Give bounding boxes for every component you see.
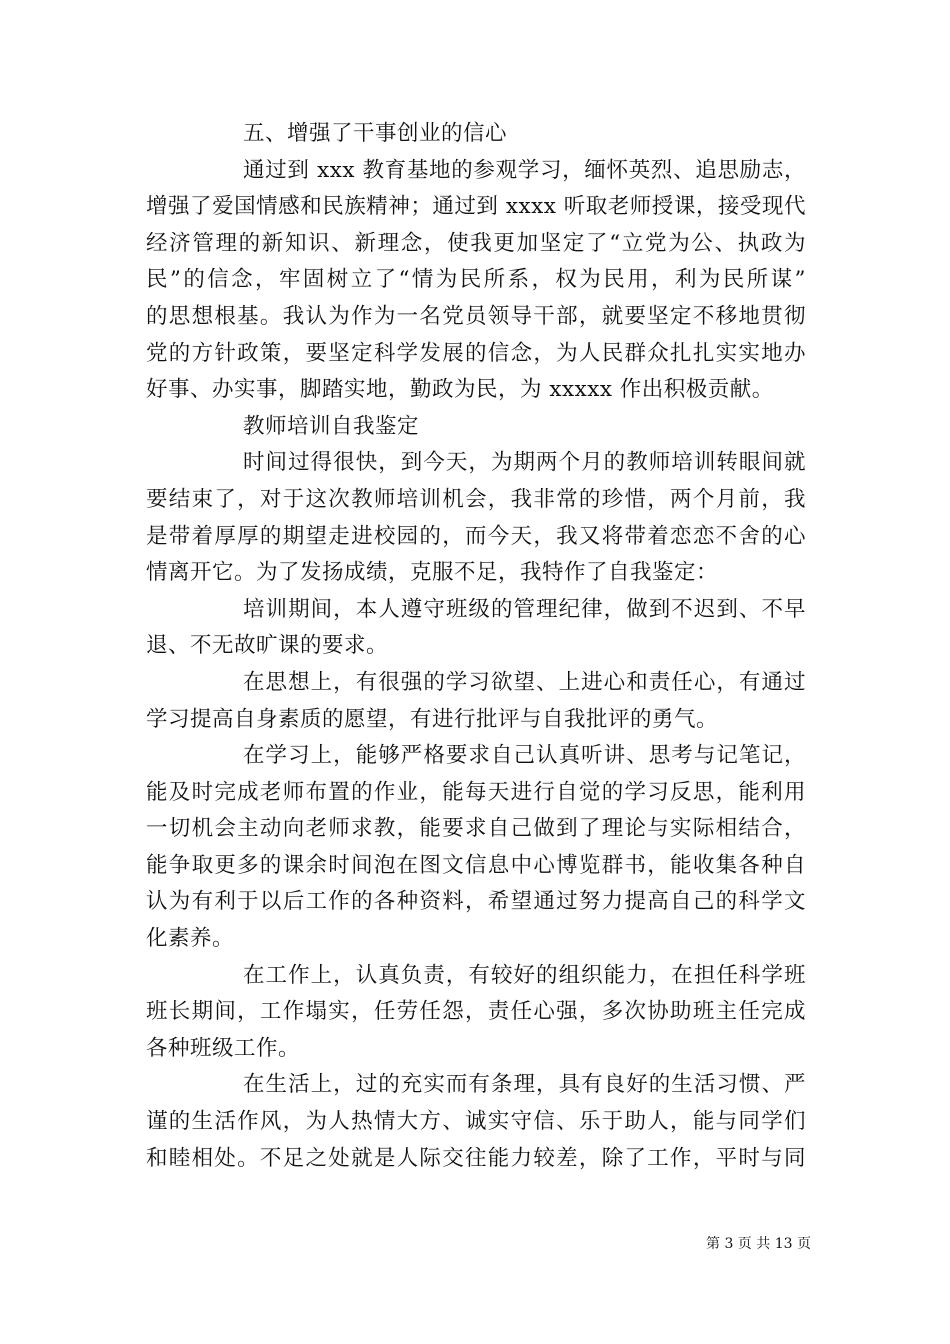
text-line: 经济管理的新知识、新理念，使我更加坚定了“立党为公、执政为 [146, 230, 806, 256]
text-line: 认为有利于以后工作的各种资料，希望通过努力提高自己的科学文 [146, 889, 806, 915]
text-line: 班长期间，工作塌实，任劳任怨，责任心强，多次协助班主任完成 [146, 999, 806, 1025]
text-line: 在生活上，过的充实而有条理，具有良好的生活习惯、严 [243, 1072, 806, 1098]
text-line: 退、不无故旷课的要求。 [146, 633, 389, 659]
text-line: 五、增强了干事创业的信心 [243, 121, 508, 146]
text-line: 好事、办实事，脚踏实地，勤政为民，为 xxxxx 作出积极贡献。 [146, 377, 774, 403]
text-line: 各种班级工作。 [146, 1035, 301, 1061]
text-line: 党的方针政策，要坚定科学发展的信念，为人民群众扎扎实实地办 [146, 340, 806, 366]
text-line: 能争取更多的课余时间泡在图文信息中心博览群书，能收集各种自 [146, 852, 806, 878]
text-line: 情离开它。为了发扬成绩，克服不足，我特作了自我鉴定： [146, 560, 719, 586]
text-line: 谨的生活作风，为人热情大方、诚实守信、乐于助人，能与同学们 [146, 1109, 806, 1135]
text-line: 在学习上，能够严格要求自己认真听讲、思考与记笔记， [243, 743, 806, 769]
text-line: 通过到 xxx 教育基地的参观学习，缅怀英烈、追思励志， [243, 157, 806, 183]
text-line: 在思想上，有很强的学习欲望、上进心和责任心，有通过 [243, 669, 806, 695]
text-line: 化素养。 [146, 926, 235, 952]
text-line: 要结束了，对于这次教师培训机会，我非常的珍惜，两个月前，我 [146, 486, 806, 512]
text-line: 能及时完成老师布置的作业，能每天进行自觉的学习反思，能利用 [146, 779, 806, 805]
text-line: 一切机会主动向老师求教，能要求自己做到了理论与实际相结合， [146, 816, 806, 842]
text-line: 学习提高自身素质的愿望，有进行批评与自我批评的勇气。 [146, 706, 719, 732]
text-line: 增强了爱国情感和民族精神；通过到 xxxx 听取老师授课，接受现代 [146, 194, 806, 220]
text-line: 时间过得很快，到今天，为期两个月的教师培训转眼间就 [243, 450, 806, 476]
page-number: 第 3 页 共 13 页 [706, 1236, 811, 1252]
document-body [146, 116, 806, 1177]
text-line: 在工作上，认真负责，有较好的组织能力，在担任科学班 [243, 962, 806, 988]
text-line: 教师培训自我鉴定 [243, 413, 420, 439]
text-line: 和睦相处。不足之处就是人际交往能力较差，除了工作，平时与同 [146, 1145, 806, 1171]
text-line: 培训期间，本人遵守班级的管理纪律，做到不迟到、不早 [243, 596, 806, 622]
text-line: 民”的信念，牢固树立了“情为民所系，权为民用，利为民所谋” [146, 267, 806, 293]
text-line: 的思想根基。我认为作为一名党员领导干部，就要坚定不移地贯彻 [146, 303, 806, 329]
text-line: 是带着厚厚的期望走进校园的，而今天，我又将带着恋恋不舍的心 [146, 523, 806, 549]
